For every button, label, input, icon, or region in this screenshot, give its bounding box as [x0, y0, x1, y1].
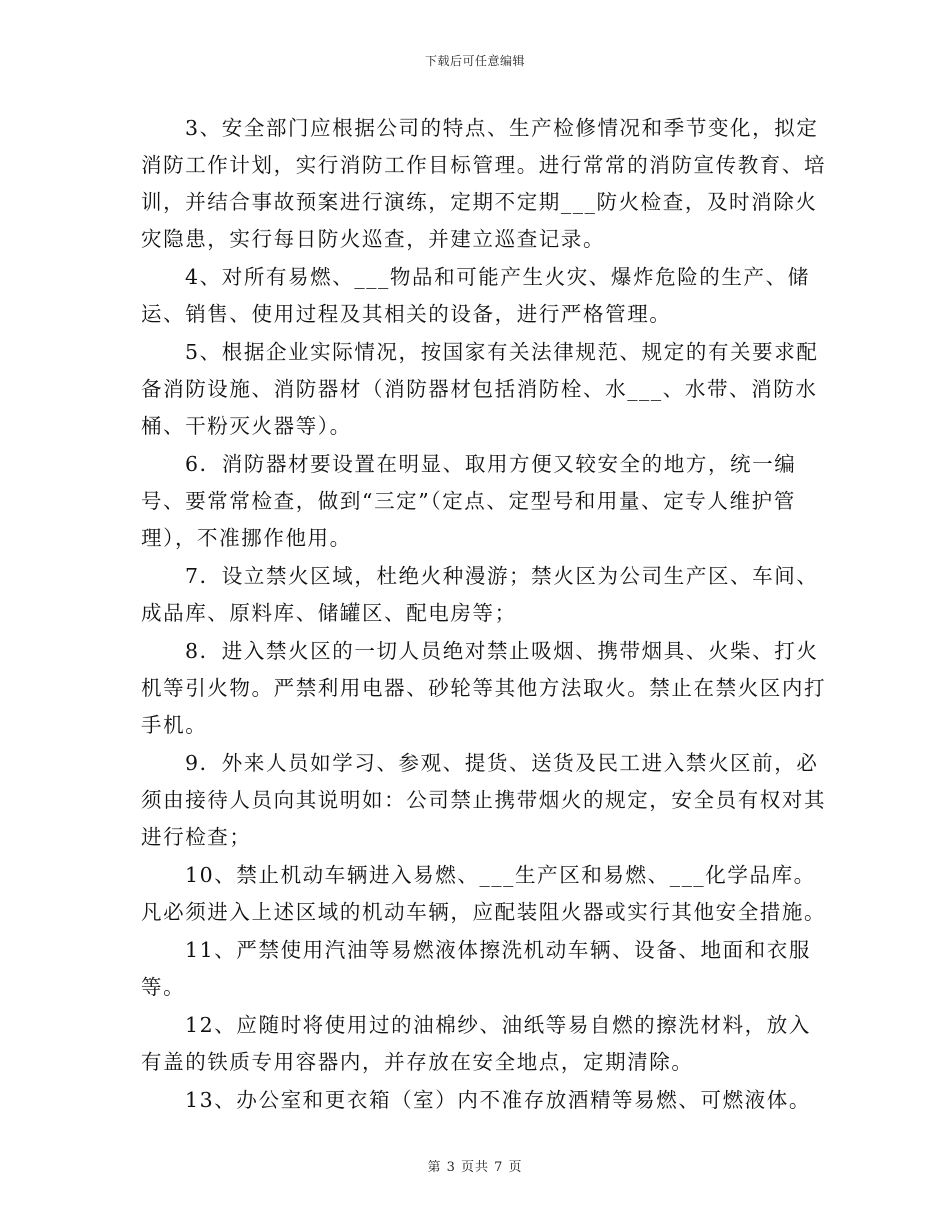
paragraph-8: [141, 633, 831, 744]
paragraph-10: [141, 857, 831, 931]
paragraph-text: 9．外来人员如学习、参观、提货、送货及民工进入禁火区前，必须由接待人员向其说明如：公司禁止携带烟火的规定，安全员有权对其进行检查；: [141, 751, 827, 849]
paragraph-text: 3、安全部门应根据公司的特点、生产检修情况和季节变化，拟定消防工作计划，实行消防工作目标管理。进行常常的消防宣传教育、培训，并结合事故预案进行演练，定期不定期___防火检查，及时消除火灾隐患，实行每日防火巡查，并建立巡查记录。: [141, 116, 827, 251]
page-number-footer: 第 3 页共 7 页: [427, 1160, 523, 1175]
paragraph-text: 11、严禁使用汽油等易燃液体擦洗机动车辆、设备、地面和衣服等。: [141, 938, 811, 999]
paragraph-9: [141, 745, 831, 856]
paragraph-4: [141, 259, 831, 333]
document-body: [141, 110, 831, 1120]
paragraph-text: 6．消防器材要设置在明显、取用方便又较安全的地方，统一编号、要常常检查，做到“三定”（定点、定型号和用量、定专人维护管理），不准挪作他用。: [141, 452, 797, 550]
paragraph-6: [141, 446, 831, 557]
paragraph-12: [141, 1007, 831, 1081]
paragraph-5: [141, 334, 831, 445]
paragraph-text: 4、对所有易燃、___物品和可能产生火灾、爆炸危险的生产、储运、销售、使用过程及其相关的设备，进行严格管理。: [141, 265, 810, 326]
paragraph-11: [141, 932, 831, 1006]
paragraph-3: [141, 110, 831, 258]
paragraph-text: 7．设立禁火区域，杜绝火种漫游；禁火区为公司生产区、车间、成品库、原料库、储罐区、配电房等；: [141, 564, 819, 625]
header-note: 下载后可任意编辑: [424, 54, 525, 68]
paragraph-7: [141, 558, 831, 632]
paragraph-text: 8．进入禁火区的一切人员绝对禁止吸烟、携带烟具、火柴、打火机等引火物。严禁利用电器、砂轮等其他方法取火。禁止在禁火区内打手机。: [141, 639, 827, 737]
paragraph-13: [141, 1082, 831, 1119]
paragraph-text: 5、根据企业实际情况，按国家有关法律规范、规定的有关要求配备消防设施、消防器材（消防器材包括消防栓、水___、水带、消防水桶、干粉灭火器等）。: [141, 340, 819, 438]
paragraph-text: 12、应随时将使用过的油棉纱、油纸等易自燃的擦洗材料，放入有盖的铁质专用容器内，并存放在安全地点，定期清除。: [141, 1013, 811, 1074]
paragraph-text: 13、办公室和更衣箱（室）内不准存放酒精等易燃、可燃液体。: [185, 1088, 811, 1112]
paragraph-text: 10、禁止机动车辆进入易燃、___生产区和易燃、___化学品库。凡必须进入上述区域的机动车辆，应配装阻火器或实行其他安全措施。: [141, 863, 827, 924]
